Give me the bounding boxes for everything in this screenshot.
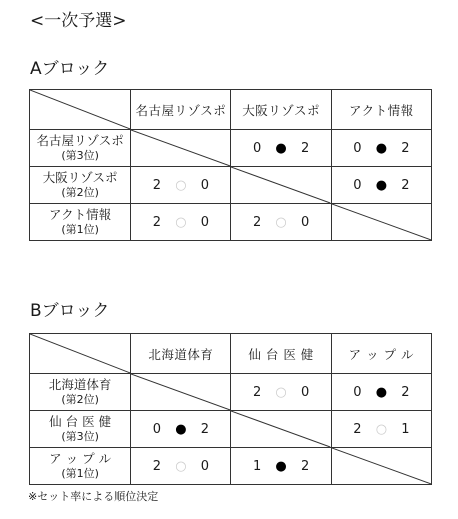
corner-cell xyxy=(30,334,131,374)
self-match-cell xyxy=(331,204,431,241)
self-match-cell xyxy=(231,167,331,204)
lose-mark: ● xyxy=(375,384,388,400)
score-cell: 2 ○ 0 xyxy=(131,448,231,485)
self-match-cell xyxy=(131,130,231,167)
diagonal-line xyxy=(30,334,130,373)
row-header xyxy=(30,130,131,167)
block-b-table xyxy=(29,333,432,485)
block-a-title: Aブロック xyxy=(30,59,110,79)
diagonal-line xyxy=(231,167,330,203)
diagonal-line xyxy=(30,90,130,129)
lose-mark: ● xyxy=(375,140,388,156)
win-mark: ○ xyxy=(375,421,388,437)
lose-mark: ● xyxy=(375,177,388,193)
score-cell: 2 ○ 0 xyxy=(131,204,231,241)
table-row xyxy=(30,448,432,485)
score-cell: 0 ● 2 xyxy=(131,411,231,448)
self-match-cell xyxy=(131,374,231,411)
score-cell: 0 ● 2 xyxy=(231,130,331,167)
score-cell: 2 ○ 1 xyxy=(331,411,431,448)
lose-mark: ● xyxy=(275,140,287,156)
win-mark: ○ xyxy=(275,214,287,230)
column-header: ア ッ プ ル xyxy=(331,334,431,374)
score-cell: 0 ● 2 xyxy=(331,167,431,204)
column-header: アクト情報 xyxy=(331,90,431,130)
score-cell: 0 ● 2 xyxy=(331,374,431,411)
table-row xyxy=(30,204,432,241)
score-cell: 2 ○ 0 xyxy=(131,167,231,204)
corner-cell xyxy=(30,90,131,130)
table-row xyxy=(30,167,432,204)
block-b-title: Bブロック xyxy=(30,301,110,321)
team-rank: (第2位) xyxy=(61,186,99,199)
column-header: 仙 台 医 健 xyxy=(231,334,331,374)
diagonal-line xyxy=(131,374,230,410)
team-name: 大阪リゾスポ xyxy=(42,170,118,185)
self-match-cell xyxy=(231,411,331,448)
row-header xyxy=(30,167,131,204)
column-header: 北海道体育 xyxy=(131,334,231,374)
team-name: 仙 台 医 健 xyxy=(49,414,112,429)
score-cell: 2 ○ 0 xyxy=(231,374,331,411)
row-header xyxy=(30,411,131,448)
team-name: ア ッ プ ル xyxy=(49,451,112,466)
win-mark: ○ xyxy=(175,177,187,193)
diagonal-line xyxy=(131,130,230,166)
score-cell: 1 ● 2 xyxy=(231,448,331,485)
team-name: 名古屋リゾスポ xyxy=(36,133,124,148)
table-row xyxy=(30,374,432,411)
team-rank: (第3位) xyxy=(61,430,99,443)
score-cell: 0 ● 2 xyxy=(331,130,431,167)
column-header: 大阪リゾスポ xyxy=(231,90,331,130)
score-cell: 2 ○ 0 xyxy=(231,204,331,241)
row-header xyxy=(30,448,131,485)
footnote: ※セット率による順位決定 xyxy=(28,490,159,503)
table-row xyxy=(30,411,432,448)
block-a-table xyxy=(29,89,432,241)
team-name: アクト情報 xyxy=(49,207,112,222)
row-header xyxy=(30,374,131,411)
team-rank: (第3位) xyxy=(61,149,99,162)
win-mark: ○ xyxy=(275,384,287,400)
self-match-cell xyxy=(331,448,431,485)
page-heading: <一次予選> xyxy=(30,11,127,31)
team-rank: (第2位) xyxy=(61,393,99,406)
diagonal-line xyxy=(332,204,431,240)
lose-mark: ● xyxy=(275,458,287,474)
team-rank: (第1位) xyxy=(61,223,99,236)
column-header: 名古屋リゾスポ xyxy=(131,90,231,130)
team-name: 北海道体育 xyxy=(48,377,112,392)
diagonal-line xyxy=(332,448,431,484)
lose-mark: ● xyxy=(175,421,187,437)
table-row xyxy=(30,130,432,167)
win-mark: ○ xyxy=(175,214,187,230)
team-rank: (第1位) xyxy=(61,467,99,480)
row-header xyxy=(30,204,131,241)
diagonal-line xyxy=(231,411,330,447)
win-mark: ○ xyxy=(175,458,187,474)
